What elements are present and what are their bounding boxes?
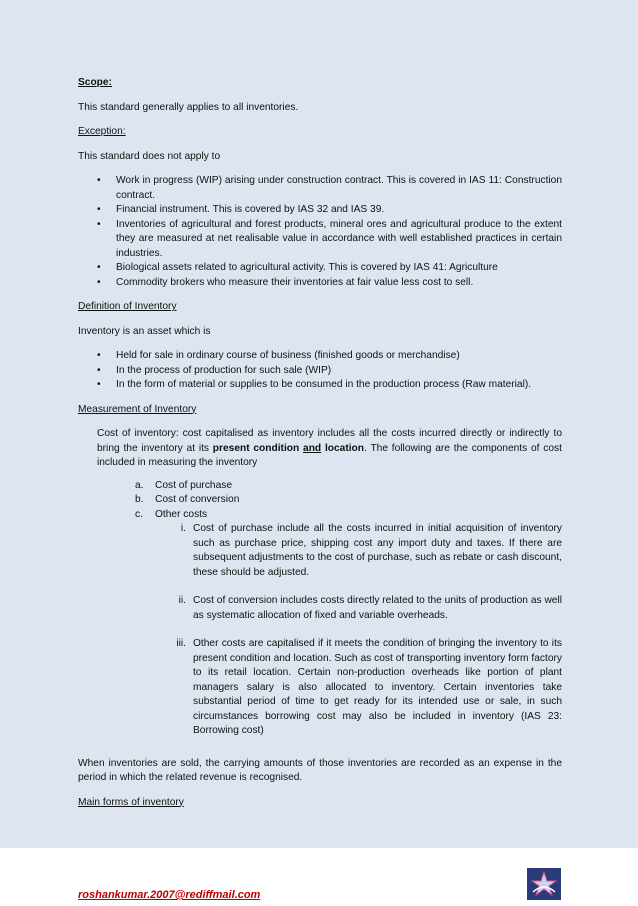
scope-text: This standard generally applies to all inventories. <box>78 101 299 113</box>
list-item: b. Cost of conversion <box>135 494 240 505</box>
list-item: iii. Other costs are capitalised if it meets the condition of bringing the inventory to its present condition and location. Such as cost of transporting inventory form factory to its retail location. Certain non-production overheads like portion of plant managers salary is also allocated to inventory. Certain inventories take substantial period of time to get ready for its intended use or sale, in such circumstances borrowing cost may also be included in inventory (IAS 23: Borrowing cost) <box>176 638 562 736</box>
main-forms-heading: Main forms of inventory <box>78 796 184 808</box>
bullet-icon: • <box>97 364 101 376</box>
bullet-icon: • <box>97 350 101 361</box>
star-emblem-icon <box>527 868 561 900</box>
bullet-icon: • <box>97 379 101 390</box>
exception-list <box>78 174 562 290</box>
document-body <box>78 76 562 820</box>
list-item: i. Cost of purchase include all the costs incurred in initial acquisition of inventory such as purchase price, shipping cost any import duty and taxes. If there are subsequent adjustments to the cost of purchase, such as rebate or cash discount, these should be adjusted. <box>180 523 562 578</box>
bullet-icon: • <box>97 204 101 215</box>
list-item: • Held for sale in ordinary course of business (finished goods or merchandise) <box>78 349 562 364</box>
definition-list <box>78 349 562 393</box>
sold-paragraph: When inventories are sold, the carrying amounts of those inventories are recorded as an expense in the period in which the related revenue is recognised. <box>78 757 562 783</box>
bullet-icon: • <box>97 218 101 230</box>
measurement-paragraph: Cost of inventory: cost capitalised as inventory includes all the costs incurred directly or indirectly to bring the inventory at its present condition and location. The following are the components of cost included in measuring the inventory <box>97 428 562 468</box>
list-item: a. Cost of purchase <box>135 479 233 491</box>
and-bold: and <box>303 442 322 454</box>
list-item: • In the process of production for such sale (WIP) <box>78 364 562 379</box>
scope-heading: Scope: <box>78 77 112 88</box>
exception-heading: Exception: <box>78 126 126 137</box>
cost-components-list <box>78 479 562 523</box>
list-item: • Work in progress (WIP) arising under construction contract. This is covered in IAS 11: Construction contract. <box>97 175 562 201</box>
exception-intro: This standard does not apply to <box>78 150 221 162</box>
bullet-icon: • <box>97 175 101 186</box>
definition-heading: Definition of Inventory <box>78 301 177 312</box>
list-item: • In the form of material or supplies to be consumed in the production process (Raw material). <box>78 378 562 393</box>
present-condition-bold: present condition <box>212 442 300 454</box>
definition-intro: Inventory is an asset which is <box>78 325 211 337</box>
list-item: • Inventories of agricultural and forest products, mineral ores and agricultural produce to the extent they are measured at net realisable value in accordance with well established practices in certain industries. <box>97 218 562 259</box>
list-item: c. Other costs <box>135 508 208 520</box>
cost-details-list <box>78 522 562 739</box>
list-item: • Financial instrument. This is covered by IAS 32 and IAS 39. <box>78 203 562 218</box>
list-item: ii. Cost of conversion includes costs directly related to the units of production as well as systematic allocation of fixed and variable overheads. <box>178 595 562 621</box>
page-footer <box>0 848 638 902</box>
list-item: • Commodity brokers who measure their inventories at fair value less cost to sell. <box>78 276 562 291</box>
bullet-icon: • <box>97 262 101 273</box>
list-item: • Biological assets related to agricultural activity. This is covered by IAS 41: Agriculture <box>78 261 562 276</box>
location-bold: location <box>324 442 365 454</box>
footer-email-link[interactable]: roshankumar.2007@rediffmail.com <box>78 889 261 901</box>
measurement-heading: Measurement of Inventory <box>78 403 197 415</box>
bullet-icon: • <box>97 276 101 288</box>
